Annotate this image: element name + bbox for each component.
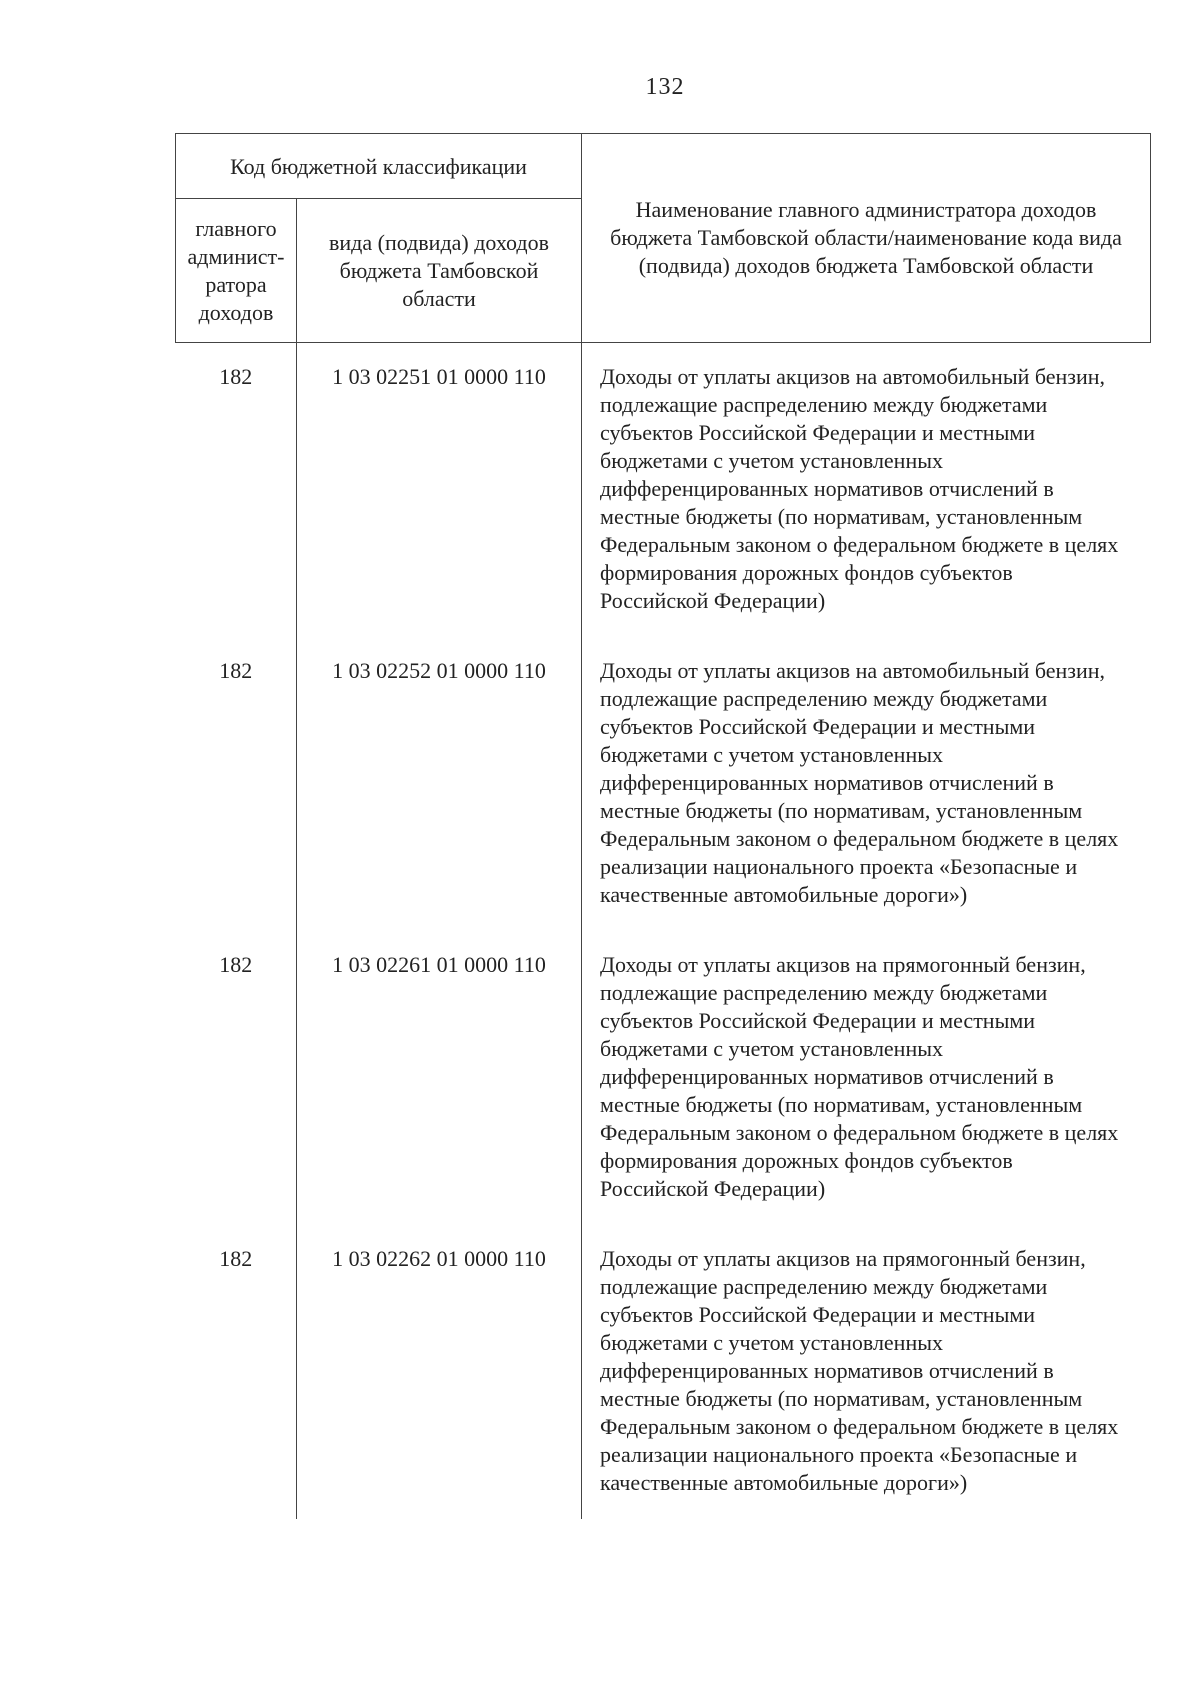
header-group-title: Код бюджетной классификации: [176, 134, 582, 199]
row-income-code: 1 03 02261 01 0000 110: [297, 931, 582, 1225]
header-col-admin: главного админист-ратора доходов: [176, 199, 297, 343]
row-admin-code: 182: [219, 1246, 253, 1271]
header-col-name: Наименование главного администратора доходов бюджета Тамбовской области/наименование кода вида (подвида) доходов бюджета Тамбовской области: [582, 134, 1151, 343]
row-admin-code: 182: [219, 364, 253, 389]
table-body: [176, 343, 1151, 1520]
row-income-code: 1 03 02262 01 0000 110: [297, 1225, 582, 1519]
table-header: [176, 134, 1151, 343]
row-admin-code: 182: [219, 952, 253, 977]
row-income-code: 1 03 02252 01 0000 110: [297, 637, 582, 931]
row-income-code: 1 03 02251 01 0000 110: [297, 343, 582, 638]
row-income-name: Доходы от уплаты акцизов на автомобильный бензин, подлежащие распределению между бюджетами субъектов Российской Федерации и местными бюджетами с учетом установленных дифференцированных нормативов отчислений в местные бюджеты (по нормативам, установленным Федеральным законом о федеральном бюджете в целях формирования дорожных фондов субъектов Российской Федерации): [582, 343, 1151, 638]
header-col-code: вида (подвида) доходов бюджета Тамбовской области: [297, 199, 582, 343]
page-number: 132: [645, 74, 685, 100]
table-row: [176, 343, 1151, 638]
row-admin-code: 182: [219, 658, 253, 683]
budget-classification-table: [175, 133, 1151, 1519]
row-income-name: Доходы от уплаты акцизов на прямогонный бензин, подлежащие распределению между бюджетами субъектов Российской Федерации и местными бюджетами с учетом установленных дифференцированных нормативов отчислений в местные бюджеты (по нормативам, установленным Федеральным законом о федеральном бюджете в целях реализации национального проекта «Безопасные и качественные автомобильные дороги»): [582, 1225, 1151, 1519]
row-income-name: Доходы от уплаты акцизов на прямогонный бензин, подлежащие распределению между бюджетами субъектов Российской Федерации и местными бюджетами с учетом установленных дифференцированных нормативов отчислений в местные бюджеты (по нормативам, установленным Федеральным законом о федеральном бюджете в целях формирования дорожных фондов субъектов Российской Федерации): [582, 931, 1151, 1225]
row-income-name: Доходы от уплаты акцизов на автомобильный бензин, подлежащие распределению между бюджетами субъектов Российской Федерации и местными бюджетами с учетом установленных дифференцированных нормативов отчислений в местные бюджеты (по нормативам, установленным Федеральным законом о федеральном бюджете в целях реализации национального проекта «Безопасные и качественные автомобильные дороги»): [582, 637, 1151, 931]
table-row: [176, 931, 1151, 1225]
table-row: [176, 1225, 1151, 1519]
table-row: [176, 637, 1151, 931]
